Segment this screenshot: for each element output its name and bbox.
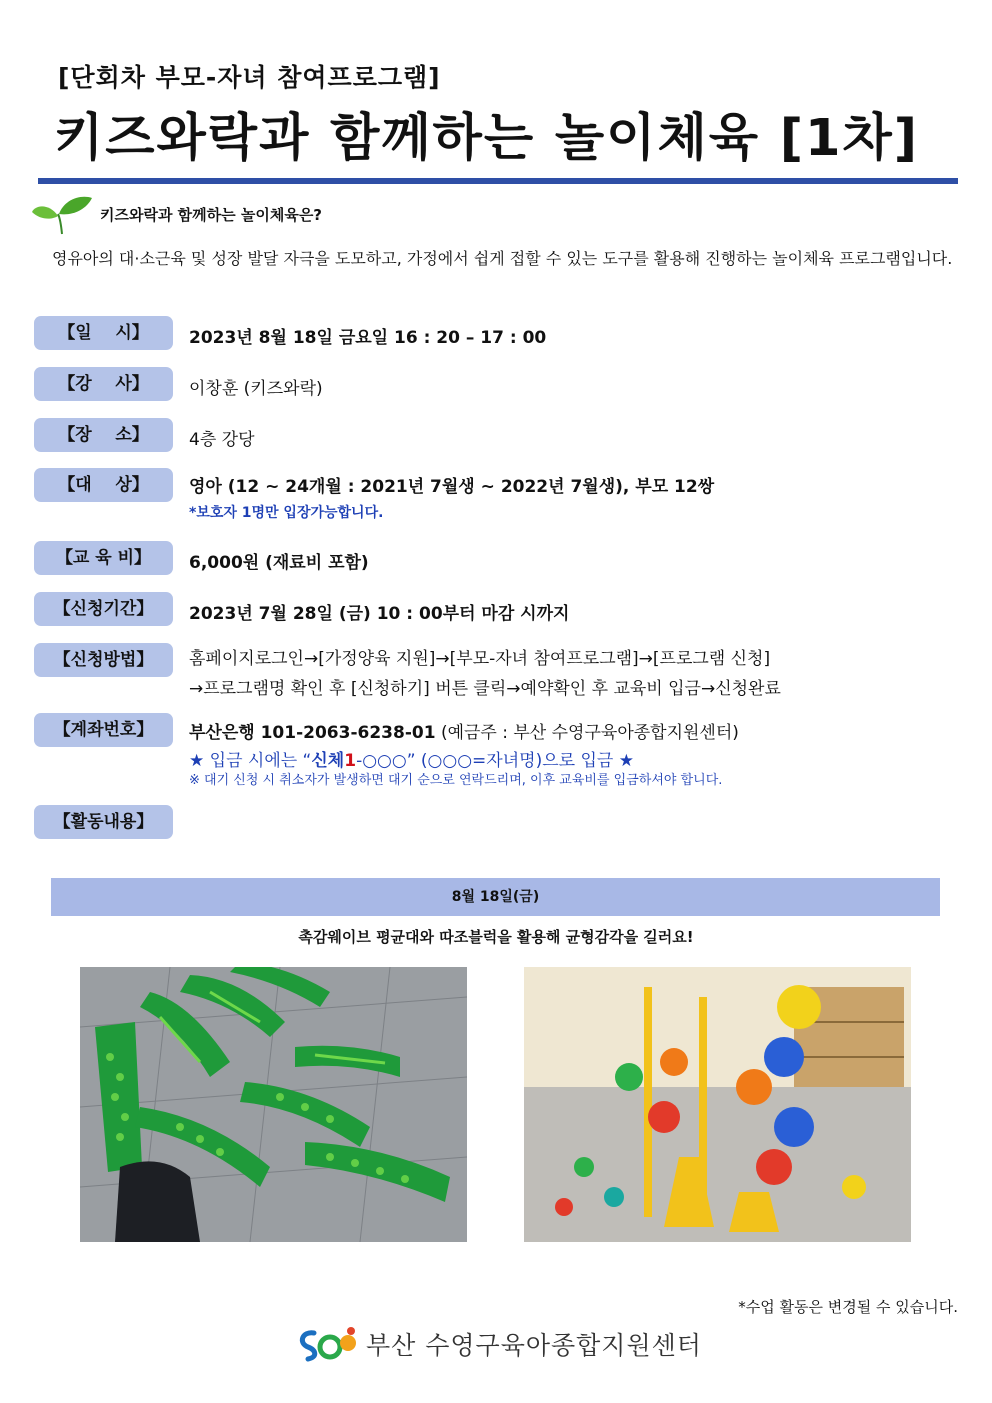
value-target: 영아 (12 ~ 24개월 : 2021년 7월생 ~ 2022년 7월생), 부모 12쌍	[189, 477, 715, 497]
waitlist-notice: ※ 대기 신청 시 취소자가 발생하면 대기 순으로 연락드리며, 이후 교육비를 입금하셔야 합니다.	[189, 773, 723, 788]
label-activity: 【활동내용】	[34, 805, 173, 839]
program-subtitle: [단회차 부모-자녀 참여프로그램]	[58, 63, 441, 92]
title-divider	[38, 178, 958, 184]
account-holder: (예금주 : 부산 수영구육아종합지원센터)	[440, 723, 739, 743]
value-instructor: 이창훈 (키즈와락)	[189, 379, 323, 399]
center-name: 부산 수영구육아종합지원센터	[366, 1331, 702, 1360]
method-line-2: →프로그램명 확인 후 [신청하기] 버튼 클릭→예약확인 후 교육비 입금→신청완료	[189, 679, 781, 699]
change-notice: *수업 활동은 변경될 수 있습니다.	[738, 1298, 958, 1316]
label-fee: 【교 육 비】	[34, 541, 173, 575]
deposit-pre: ★ 입금 시에는 “	[189, 751, 312, 771]
sprout-icon	[30, 194, 94, 236]
balance-wave-photo	[80, 967, 467, 1242]
target-note: *보호자 1명만 입장가능합니다.	[189, 505, 384, 521]
deposit-code-word: 신체	[311, 751, 345, 771]
label-date: 【일 시】	[34, 316, 173, 350]
intro-heading: 키즈와락과 함께하는 놀이체육은?	[100, 206, 323, 224]
deposit-code-number: 1	[344, 751, 357, 771]
method-line-1: 홈페이지로그인→[가정양육 지원]→[부모-자녀 참여프로그램]→[프로그램 신청]	[189, 649, 771, 669]
value-date: 2023년 8월 18일 금요일 16 : 20 – 17 : 00	[189, 328, 547, 348]
label-period: 【신청기간】	[34, 592, 173, 626]
value-place: 4층 강당	[189, 430, 255, 450]
activity-date-bar: 8월 18일(금)	[51, 878, 940, 916]
value-fee: 6,000원 (재료비 포함)	[189, 553, 369, 573]
label-place: 【장 소】	[34, 418, 173, 452]
block-play-photo	[524, 967, 911, 1242]
intro-text: 영유아의 대·소근육 및 성장 발달 자극을 도모하고, 가정에서 쉽게 접할 수 있는 도구를 활용해 진행하는 놀이체육 프로그램입니다.	[52, 249, 953, 268]
activity-caption: 촉감웨이브 평균대와 따조블럭을 활용해 균형감각을 길러요!	[298, 928, 694, 946]
deposit-instruction	[189, 746, 634, 771]
label-account: 【계좌번호】	[34, 713, 173, 747]
page-title: 키즈와락과 함께하는 놀이체육 [1차]	[54, 109, 920, 168]
label-method: 【신청방법】	[34, 643, 173, 677]
label-target: 【대 상】	[34, 468, 173, 502]
label-instructor: 【강 사】	[34, 367, 173, 401]
center-logo	[296, 1322, 702, 1366]
value-period: 2023년 7월 28일 (금) 10 : 00부터 마감 시까지	[189, 604, 570, 624]
deposit-post: -○○○” (○○○=자녀명)으로 입금 ★	[356, 751, 634, 771]
value-account	[189, 718, 739, 743]
center-logo-icon	[296, 1323, 360, 1365]
account-number: 부산은행 101-2063-6238-01	[189, 723, 436, 743]
